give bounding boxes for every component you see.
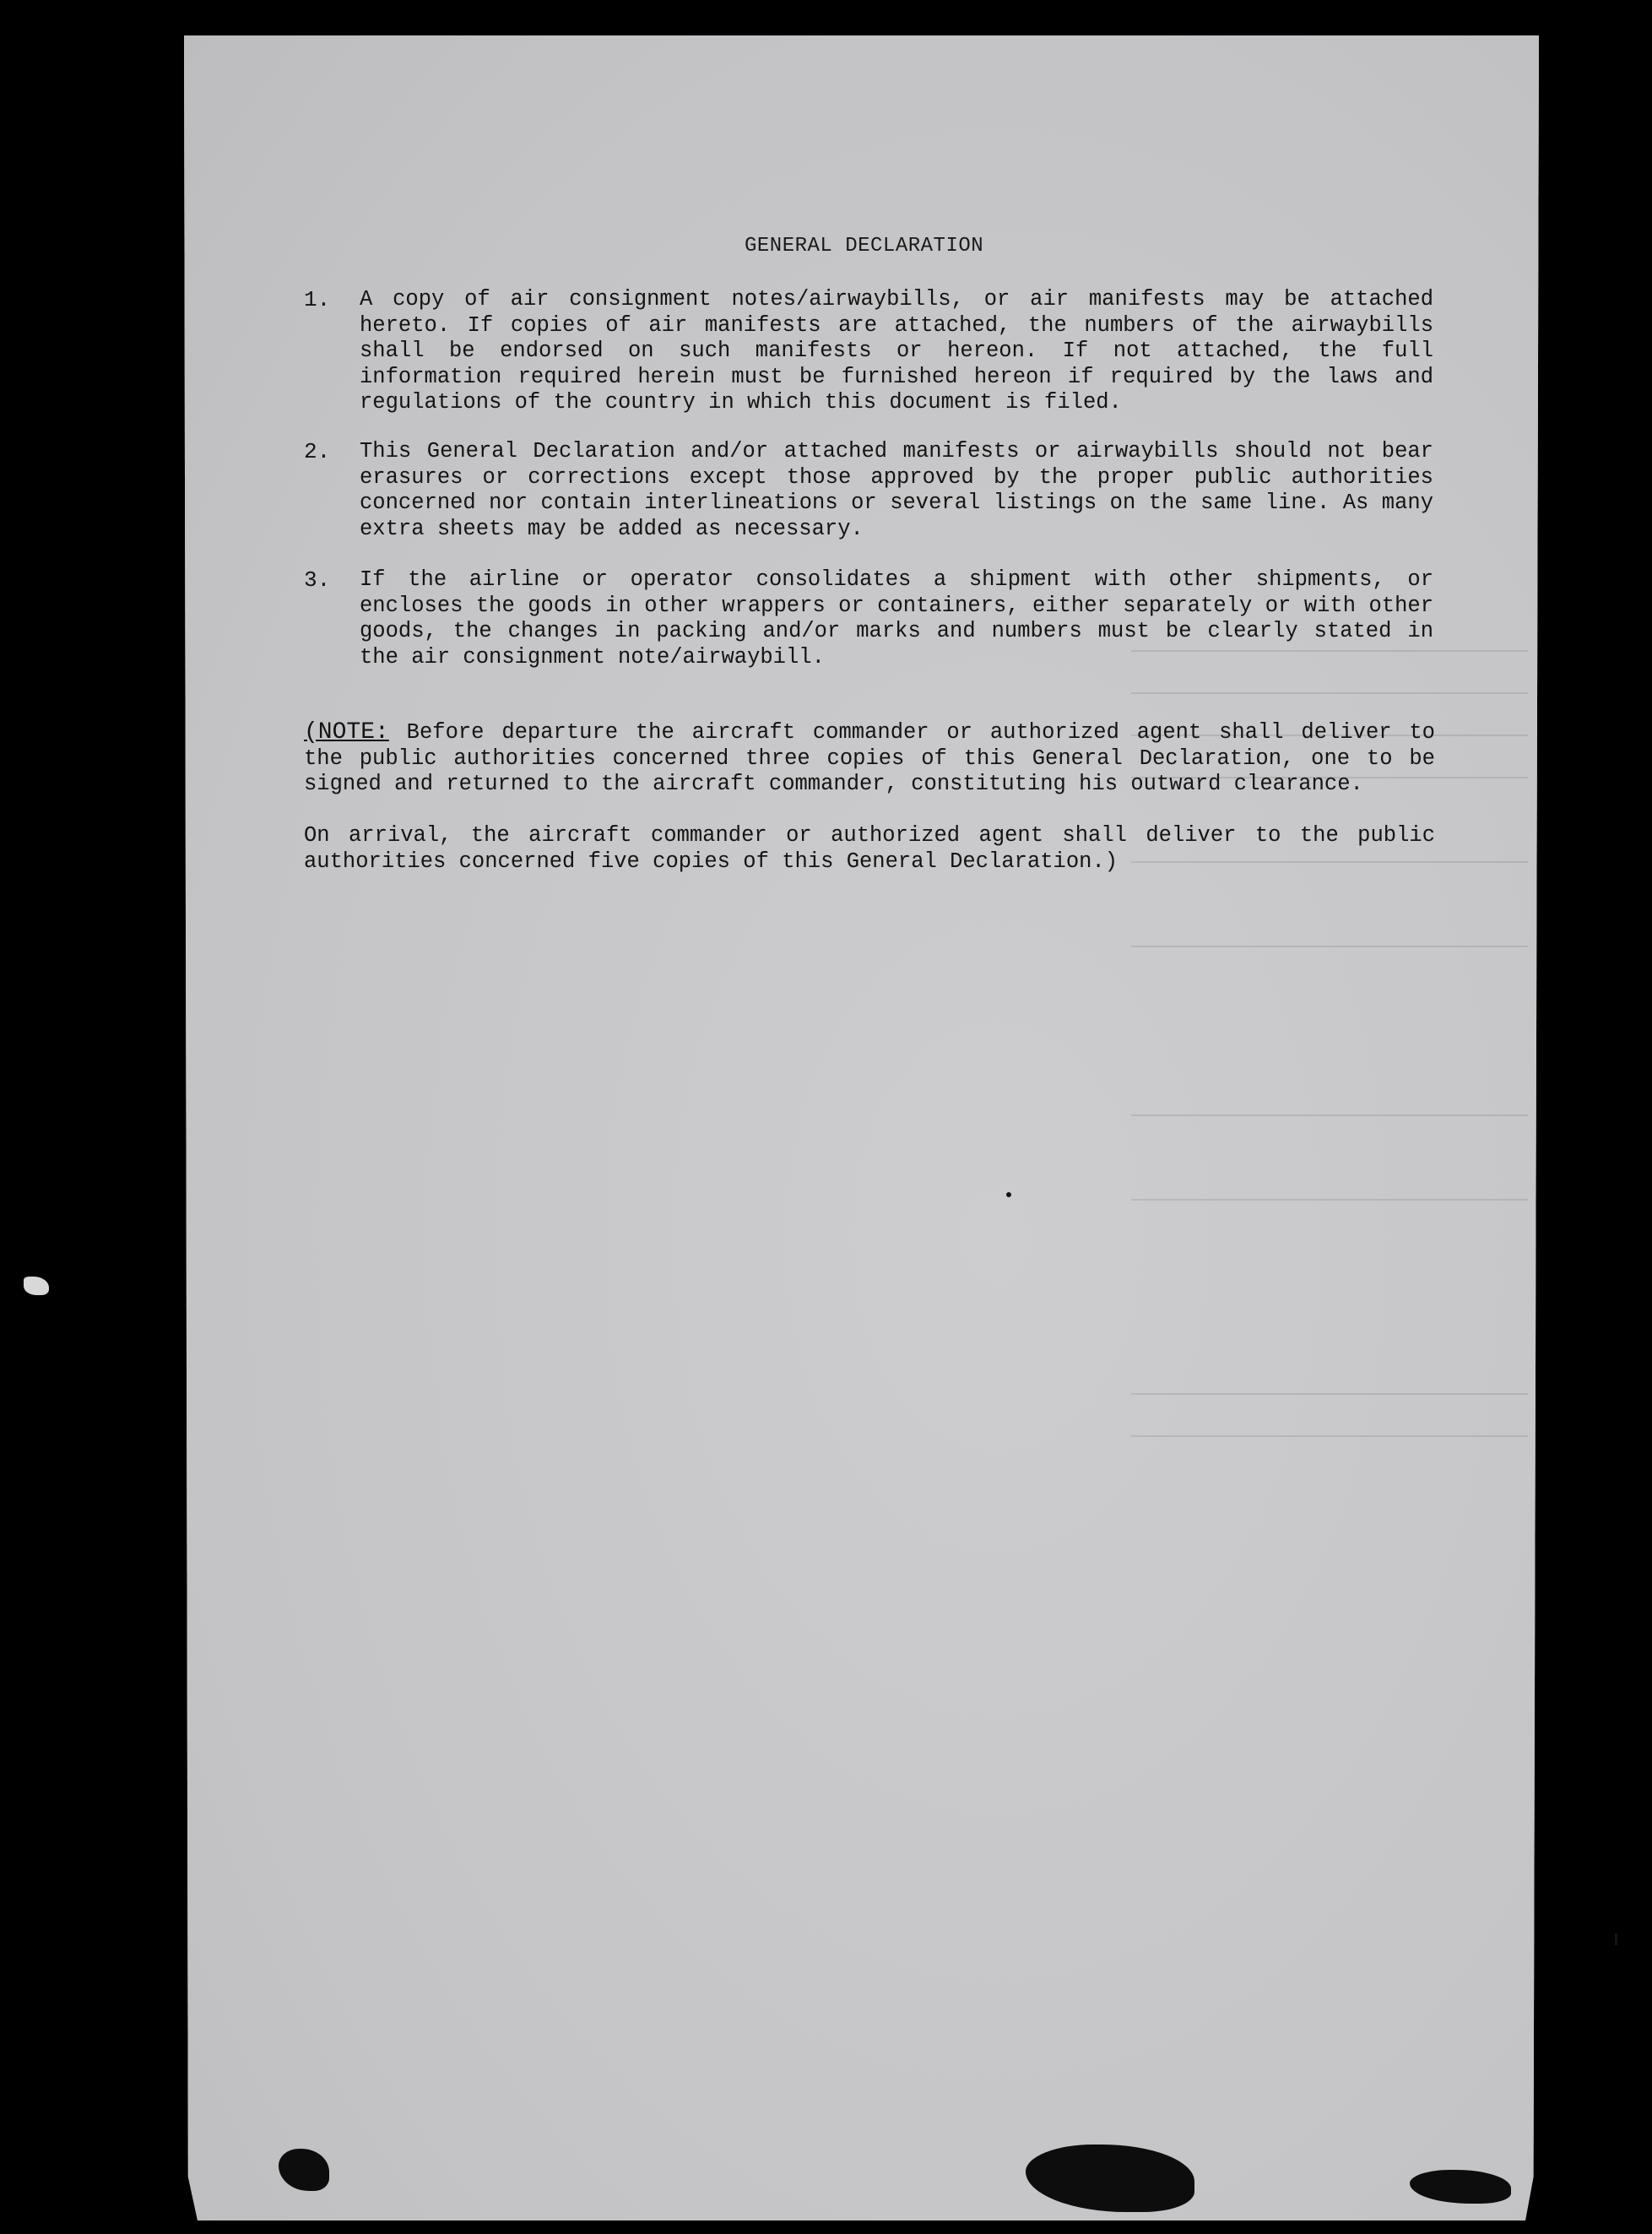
item-number: 2.: [304, 439, 331, 464]
note-label: (NOTE:: [304, 719, 389, 746]
scan-artifact: [1006, 1192, 1011, 1197]
item-number: 1.: [304, 287, 331, 312]
list-item: [304, 287, 1431, 422]
list-item: [304, 439, 1431, 549]
item-text: This General Declaration and/or attached manifests or airwaybills should not bear erasures or corrections except those approved by the proper public authorities concerned nor contain interlineations or several listings on the same line. As many extra sheets may be added as necessary.: [360, 439, 1433, 541]
item-text: If the airline or operator consolidates a shipment with other shipments, or encloses the goods in other wrappers or containers, either separately or with other goods, the changes in packing and/or marks and numbers must be clearly stated in the air consignment note/airwaybill.: [360, 567, 1433, 670]
list-item: [304, 567, 1431, 677]
page-title: GENERAL DECLARATION: [745, 235, 984, 258]
note-text: Before departure the aircraft commander or authorized agent shall deliver to the public authorities concerned three copies of this General Declaration, one to be signed and returned to the aircraft commander, constituting his outward clearance.: [304, 720, 1435, 796]
note-paragraph: [304, 720, 1435, 798]
arrival-paragraph: On arrival, the aircraft commander or authorized agent shall deliver to the public authorities concerned five copies of this General Declaration.): [304, 823, 1435, 874]
item-number: 3.: [304, 567, 331, 593]
item-text: A copy of air consignment notes/airwaybills, or air manifests may be attached hereto. If copies of air manifests are attached, the numbers of the airwaybills shall be endorsed on such manifests or hereon. If not attached, the full information required herein must be furnished hereon if required by the laws and regulations of the country in which this document is filed.: [360, 287, 1433, 415]
scan-artifact: [1615, 1933, 1617, 1945]
